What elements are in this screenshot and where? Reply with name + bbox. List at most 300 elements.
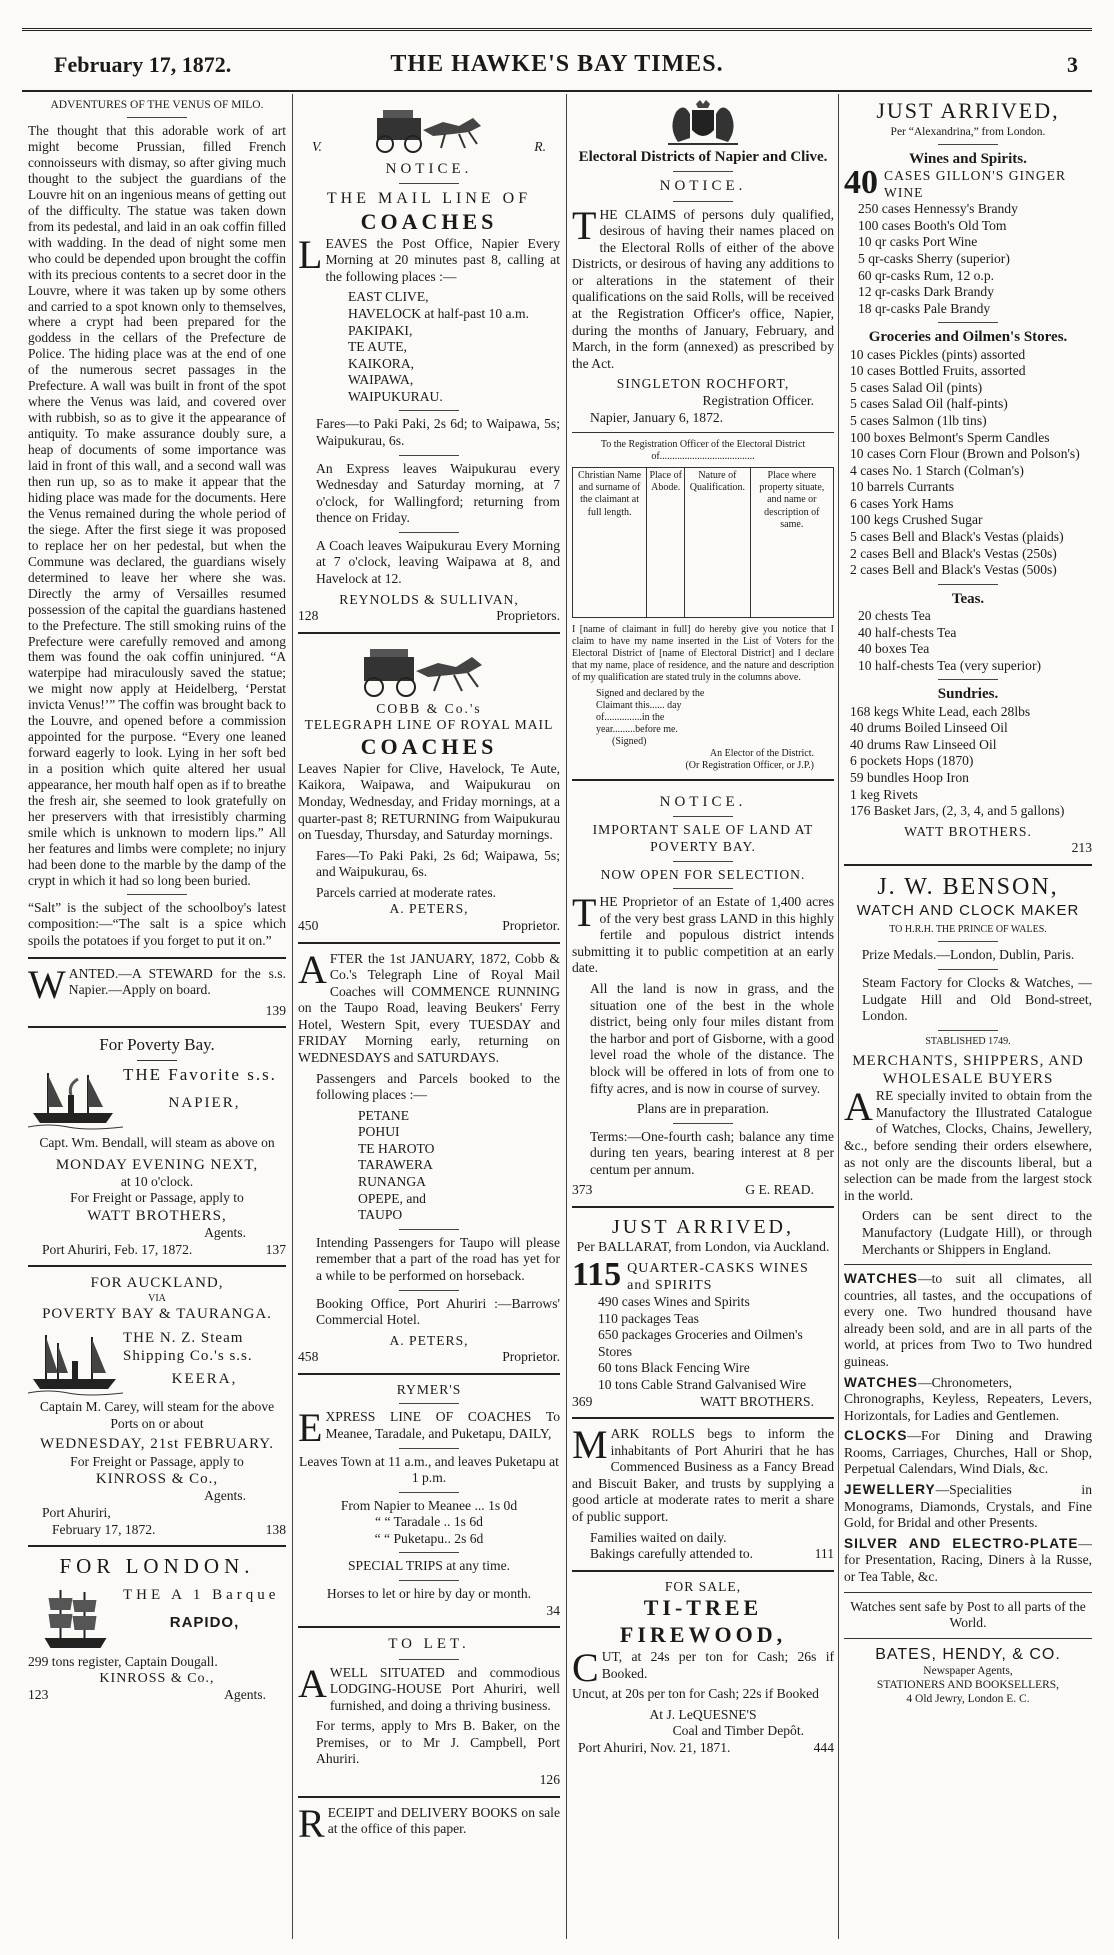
families: Families waited on daily.: [590, 1529, 727, 1545]
uncut-price: Uncut, at 20s per ton for Cash; 22s if Booked: [572, 1686, 819, 1702]
special-trips: SPECIAL TRIPS at any time.: [348, 1558, 510, 1574]
bakings-row: [572, 1546, 834, 1563]
divider: [673, 861, 733, 862]
cobb-fares: Fares—To Paki Paki, 2s 6d; Waipawa, 5s; and Waipukurau, 6s.: [316, 847, 560, 880]
list-item: 4 cases No. 1 Starch (Colman's): [850, 462, 1024, 478]
list-item: 10 tons Cable Strand Galvanised Wire: [598, 1376, 806, 1392]
salt-joke: “Salt” is the subject of the schoolboy's latest composition:—“The salt is a spice which spoils the potatoes if you forget to put it on.”: [28, 899, 286, 948]
page-number: 3: [1067, 52, 1078, 77]
divider: [844, 1592, 1092, 1593]
divider: [399, 1659, 459, 1660]
taupo-place-item: TAUPO: [358, 1207, 403, 1223]
divider: [572, 432, 834, 433]
auckland-route: POVERTY BAY & TAURANGA.: [42, 1305, 272, 1322]
divider: [673, 888, 733, 889]
rapido-intro: THE A 1 Barque: [123, 1586, 280, 1603]
list-item: 5 cases Bell and Black's Vestas (plaids): [850, 529, 1064, 544]
groceries-heading: Groceries and Oilmen's Stores.: [868, 329, 1068, 346]
cobb-title: COBB & Co.'s: [376, 700, 482, 716]
ballarat: Per BALLARAT, from London, via Auckland.: [576, 1239, 830, 1255]
silver-text: —for Presentation, Racing, Diners à la Russe, or Tea Table, &c.: [844, 1535, 1092, 1584]
list-item: 12 qr-casks Dark Brandy: [858, 284, 995, 300]
divider: [844, 864, 1092, 866]
divider: [844, 1264, 1092, 1265]
list-item: 20 chests Tea: [858, 608, 931, 624]
ballarat-footer: [572, 1394, 834, 1411]
london-heading: FOR LONDON.: [59, 1554, 255, 1579]
divider: [28, 1545, 286, 1547]
ad-number: 111: [814, 1546, 834, 1562]
divider: [938, 584, 998, 585]
ad-number: 450: [298, 917, 319, 933]
divider: [399, 1448, 459, 1449]
sundries-heading: Sundries.: [937, 686, 999, 703]
rymer-from: From Napier to Meanee ... 1s 0d: [340, 1497, 518, 1513]
peters-prop: Proprietor.: [502, 917, 560, 933]
cobb-parcels: Parcels carried at moderate rates.: [316, 884, 497, 900]
place-item: WAIPUKURAU.: [348, 388, 443, 404]
ad-number: 444: [813, 1739, 834, 1755]
estate-text2: All the land is now in grass, and the situation one of the best in the whole district, being only four miles distant from the harbor and port of Gisborne, with a good level road the whole of the distance. The block will be offered in lots of from one to fifty acres, and is now in course of survey.: [590, 981, 834, 1096]
form-column: Place of Abode.: [647, 468, 685, 618]
list-item: 5 cases Salad Oil (pints): [850, 379, 983, 395]
steamship-icon: [28, 1329, 123, 1399]
booking: Booking Office, Port Ahuriri :—Barrows' Commercial Hotel.: [316, 1295, 560, 1328]
wines-lead-row: [844, 168, 1092, 201]
list-item: 5 cases Salmon (1lb tins): [850, 412, 987, 428]
wines-heading: Wines and Spirits.: [909, 150, 1027, 167]
list-item: 10 barrels Currants: [850, 479, 955, 495]
issue-date: February 17, 1872.: [54, 52, 232, 77]
divider: [399, 455, 459, 456]
list-item: 2 cases Bell and Black's Vestas (250s): [850, 545, 1057, 561]
divider: [298, 1373, 560, 1375]
peters-footer: [298, 918, 560, 935]
benson-prince: TO H.R.H. THE PRINCE OF WALES.: [889, 924, 1047, 936]
plans: Plans are in preparation.: [636, 1101, 770, 1117]
form-elector: An Elector of the District.: [709, 748, 814, 760]
place-item: WAIPAWA,: [348, 372, 414, 388]
divider: [572, 1206, 834, 1208]
rymer-title: RYMER'S: [396, 1381, 462, 1397]
napier-ad: [28, 1065, 286, 1135]
coaches-heading: COACHES: [360, 208, 498, 234]
vr-left: V.: [312, 139, 322, 155]
divider: [938, 969, 998, 970]
benson-sub: WATCH AND CLOCK MAKER: [856, 902, 1080, 920]
sundries-list: [844, 704, 1092, 820]
registration-form: [572, 467, 834, 618]
list-item: 40 drums Raw Linseed Oil: [850, 736, 997, 752]
rochfort-date: Napier, January 6, 1872.: [590, 409, 724, 425]
divider: [298, 632, 560, 634]
lequesne-date: Port Ahuriri, Nov. 21, 1871.: [578, 1739, 731, 1755]
orders: Orders can be sent direct to the Manufactory (Ludgate Hill), or through Merchants or Shippers in England.: [862, 1208, 1092, 1257]
place-item: HAVELOCK at half-past 10 a.m.: [348, 305, 529, 321]
royal-crest-row: [298, 98, 560, 156]
divider: [938, 679, 998, 680]
reynolds: REYNOLDS & SULLIVAN,: [339, 591, 519, 607]
column-divider: [566, 94, 567, 1939]
list-item: 100 cases Booth's Old Tom: [858, 217, 1007, 233]
teas-heading: Teas.: [951, 590, 985, 607]
taupo-place-item: POHUI: [358, 1124, 400, 1140]
terms: Terms:—One-fourth cash; balance any time during ten years, bearing interest at 8 per centum per annum.: [590, 1128, 834, 1177]
list-item: 10 cases Pickles (pints) assorted: [850, 346, 1026, 362]
divider: [127, 117, 187, 118]
keera-agents: Agents.: [204, 1488, 246, 1504]
list-item: 250 cases Hennessy's Brandy: [858, 201, 1018, 217]
rapido-agents: Agents.: [224, 1687, 266, 1703]
established: STABLISHED 1749.: [925, 1035, 1011, 1047]
list-item: 168 kegs White Lead, each 28lbs: [850, 703, 1031, 719]
wanted-ad: WANTED.—A STEWARD for the s.s. Napier.—Apply on board.: [28, 961, 286, 1007]
napier-day: MONDAY EVENING NEXT,: [55, 1156, 259, 1173]
bates-sub: Newspaper Agents,: [923, 1665, 1013, 1678]
divider: [938, 144, 998, 145]
napier-footer: [28, 1242, 286, 1259]
list-item: 10 qr casks Port Wine: [858, 234, 978, 250]
mail-text: LEAVES the Post Office, Napier Every Morning at 20 minutes past 8, calling at the following places :—: [298, 231, 560, 284]
bakings: Bakings carefully attended to.: [590, 1546, 754, 1562]
form-officer: (Or Registration Officer, or J.P.): [685, 760, 814, 772]
jewellery-label: JEWELLERY: [844, 1482, 936, 1498]
header-rule: [22, 90, 1092, 92]
ad-number: 213: [1071, 840, 1092, 856]
napier-captain: Capt. Wm. Bendall, will steam as above on: [39, 1134, 275, 1150]
benson-name: J. W. BENSON,: [877, 873, 1059, 900]
divider: [673, 201, 733, 202]
list-item: 10 half-chests Tea (very superior): [858, 657, 1041, 673]
venus-title: ADVENTURES OF THE VENUS OF MILO.: [50, 99, 264, 111]
list-item: 100 boxes Belmont's Sperm Candles: [850, 429, 1050, 445]
form-column: Place where property situate, and name or description of same.: [750, 468, 833, 618]
vr-right: R.: [534, 139, 546, 155]
venus-article: The thought that this adorable work of art might become Prussian, filled French connoisseurs with dismay, so after giving much thought to the subject the guardians of the Louvre hit on an ingenious means of getting out of the difficulty. The statue was taken down from its pedestal, and laid in an oak coffin filled with wadding. In the dead of night some men who could be depended upon brought the coffin with its precious contents to a secret door in the Louvre, where it was taken up by some others and carried to a spot known only to themselves, where a crypt had been prepared for the goddess in the cellars of the Prefecture de Police. The hiding place was at the end of one of the numerous secret passages in the Prefecture. A wall was built in front of the spot where the Venus was laid, and covered over with rubbish, so as to give it the appearance of antiquity. To make assurance doubly sure, a heap of documents of some importance was laid in front of this wall, and a second wall was then run up, so as to make it appear that the hiding place was made for the documents. Here the Venus remained during the whole period of the siege. After the first siege it was proposed to replace her on her pedestal, but when the Commune was declared, the guardians wisely determined to leave her where she was. Directly the army of Versailles resumed possession of the capital the guardians hastened to the Prefecture. The still smoking ruins of the Prefecture were carefully removed and among them was found the oak coffin uninjured. “A waterpipe had miraculously saved the statue; we might now apply at Heidelberg, ‘Perstat invicta Venus!’” The coffin was brought back to the Louvre, and opened before a commission appointed for the purpose. “Every one leaned forward eagerly to look. Lying in her soft bed in a position which quite altered her usual appearance, her mouth half open as if to breathe the fresh air, she seemed to look gratefully on her preservers with that irresistibly charming smile which is unknown to modern lips.” All her features and limbs were complete; no injury had been done to the marble by the damp of the crypt in which it had so long been buried.: [28, 123, 286, 888]
form-signed: Signed and declared by the Claimant this...... day of...............in the year.........before me.: [596, 688, 705, 736]
list-item: 60 tons Black Fencing Wire: [598, 1360, 750, 1376]
taupo-places: [298, 1108, 560, 1224]
taupo-place-item: TARAWERA: [358, 1157, 433, 1173]
clocks-para: [844, 1428, 1092, 1478]
divider: [399, 1580, 459, 1581]
for-sale: FOR SALE,: [664, 1578, 742, 1594]
divider: [28, 1265, 286, 1267]
keera-ad: [28, 1329, 286, 1399]
list-item: 10 cases Corn Flour (Brown and Polson's): [850, 446, 1080, 462]
ad-number: 369: [572, 1393, 593, 1409]
column-1: [28, 98, 286, 1938]
watches1-text: —to suit all climates, all countries, all tastes, and the occupations of every one. Two hundred thousand have already been sold, and are in all parts of the world, at prices from Two to Two hundred guineas.: [844, 1271, 1092, 1369]
ad-number: 126: [539, 1771, 560, 1787]
auckland-via: VIA: [148, 1292, 166, 1304]
mail-coach-icon: [363, 100, 493, 156]
now-open: NOW OPEN FOR SELECTION.: [600, 866, 806, 882]
rapido-ad: [28, 1586, 286, 1654]
wines-list: [844, 201, 1092, 317]
ad-number: 34: [546, 1602, 560, 1618]
divider: [673, 816, 733, 817]
divider: [938, 1030, 998, 1031]
form-signed2: (Signed): [612, 736, 647, 748]
list-item: 6 pockets Hops (1870): [850, 753, 974, 769]
divider: [127, 894, 187, 895]
steam-factory: Steam Factory for Clocks & Watches, —Ludgate Hill and Old Bond-street, London.: [862, 974, 1092, 1024]
rymer-puketapu: “ “ Puketapu.. 2s 6d: [374, 1530, 484, 1546]
divider: [399, 183, 459, 184]
read-footer: [572, 1182, 834, 1199]
divider: [673, 1123, 733, 1124]
keera-footer: [28, 1522, 286, 1539]
ad-number: 458: [298, 1349, 319, 1365]
watches1-label: WATCHES: [844, 1271, 918, 1287]
list-item: 59 bundles Hoop Iron: [850, 769, 969, 785]
reynolds-footer: [298, 608, 560, 625]
divider: [399, 410, 459, 411]
divider: [298, 1796, 560, 1798]
list-item: 40 drums Boiled Linseed Oil: [850, 720, 1008, 736]
claims-text: THE CLAIMS of persons duly qualified, desirous of having their names placed on the Electoral Rolls of either of the above Districts, or desirous of having any additions to or alterations in the statement of their qualifications on the said Rolls, will be received at the Registration Officer's office, Napier, during the months of January, February, and March, in the form (annexed) as prescribed by the Act.: [572, 202, 834, 371]
list-item: 650 packages Groceries and Oilmen's Stores: [598, 1327, 803, 1359]
taupo-place-item: PETANE: [358, 1107, 410, 1123]
jewellery-para: [844, 1482, 1092, 1532]
rymer-text: EXPRESS LINE OF COACHES To Meanee, Taradale, and Puketapu, DAILY,: [298, 1405, 560, 1451]
to-let-heading: TO LET.: [388, 1636, 470, 1653]
ad-number: 128: [298, 608, 319, 624]
masthead: [22, 44, 1092, 84]
peters2: A. PETERS,: [389, 1332, 469, 1348]
coal-depot: Coal and Timber Depôt.: [672, 1723, 804, 1739]
rolls-text: MARK ROLLS begs to inform the inhabitants of Port Ahuriri that he has Commenced Business as a Fancy Bread and Biscuit Baker, and trusts by supplying a good article at moderate rates to merit a share of public support.: [572, 1422, 834, 1525]
receipt-books: RECEIPT and DELIVERY BOOKS on sale at the office of this paper.: [298, 1800, 560, 1846]
newspaper-page: [22, 28, 1092, 1943]
napier-freight: For Freight or Passage, apply to: [70, 1190, 244, 1206]
jewellery-text: —Specialities in Monograms, Diamonds, Crystals, and Fine Gold, for Bridal and other Presents.: [844, 1482, 1092, 1531]
places-list: [298, 289, 560, 405]
column-4: [844, 98, 1092, 1938]
telegraph: TELEGRAPH LINE OF ROYAL MAIL: [304, 717, 554, 733]
rapido-footer: [28, 1687, 286, 1704]
divider: [137, 1060, 177, 1061]
napier-time: at 10 o'clock.: [120, 1173, 194, 1189]
watches1-para: [844, 1271, 1092, 1370]
ballarat-num: 115: [572, 1259, 622, 1293]
reynolds-prop: Proprietors.: [496, 608, 560, 624]
list-item: 176 Basket Jars, (2, 3, 4, and 5 gallons): [850, 803, 1065, 819]
peters: A. PETERS,: [389, 901, 469, 917]
form-column: Nature of Qualification.: [685, 468, 750, 618]
horses: Horses to let or hire by day or month.: [326, 1586, 532, 1602]
coach-leaves: A Coach leaves Waipukurau Every Morning at 7 o'clock, leaving Waipawa at 8, and Havelock at 12.: [316, 537, 560, 587]
form-declaration: I [name of claimant in full] do hereby give you notice that I claim to have my name inserted in the List of Voters for the Electoral District of [name of Electoral District] and I declare that my name, place of residence, and the nature and description of my qualification are stated truly in the columns above.: [572, 624, 834, 684]
electoral-heading: Electoral Districts of Napier and Clive.: [578, 149, 828, 165]
ad-number: 137: [265, 1241, 286, 1257]
place-item: PAKIPAKI,: [348, 322, 413, 338]
keera-freight: For Freight or Passage, apply to: [70, 1453, 244, 1469]
list-item: 60 qr-casks Rum, 12 o.p.: [858, 267, 995, 283]
passengers: Passengers and Parcels booked to the following places :—: [316, 1070, 560, 1103]
ballarat-lead-row: [572, 1260, 834, 1294]
ballarat-lead: QUARTER-CASKS WINES and SPIRITS: [627, 1260, 809, 1294]
taupo-place-item: TE HAROTO: [358, 1140, 435, 1156]
keera-agent: KINROSS & Co.,: [95, 1471, 219, 1488]
clocks-label: CLOCKS: [844, 1428, 908, 1444]
list-item: 110 packages Teas: [598, 1310, 699, 1326]
royal-arms-icon: [648, 98, 758, 148]
rochfort: SINGLETON ROCHFORT,: [616, 376, 790, 392]
divider: [399, 532, 459, 533]
list-item: 5 cases Salad Oil (half-pints): [850, 396, 1008, 412]
divider: [399, 1290, 459, 1291]
divider: [673, 171, 733, 172]
peters2-footer: [298, 1349, 560, 1366]
wines-num: 40: [844, 168, 878, 202]
clocks-text: —For Dining and Drawing Rooms, Carriages, Churches, Hall or Shop, Perpetual Calendars, Wind Dials, &c.: [844, 1428, 1092, 1477]
bates-hendy: BATES, HENDY, & CO.: [875, 1645, 1061, 1663]
place-item: KAIKORA,: [348, 355, 415, 371]
barque-icon: [28, 1586, 123, 1654]
estate-text: THE Proprietor of an Estate of 1,400 acres of the very best grass LAND in this highly fertile and populous district intends submitting it to public competition at an early date.: [572, 890, 834, 976]
rapido-tons: 299 tons register, Captain Dougall.: [28, 1653, 218, 1669]
titree-heading: TI-TREE FIREWOOD,: [619, 1595, 787, 1648]
place-item: EAST CLIVE,: [348, 289, 429, 305]
list-item: 2 cases Bell and Black's Vestas (500s): [850, 562, 1057, 578]
cut-price: CUT, at 24s per ton for Cash; 26s if Booked.: [572, 1645, 834, 1690]
lodging-terms: For terms, apply to Mrs B. Baker, on the Premises, or to Mr J. Campbell, Port Ahuriri.: [316, 1718, 560, 1767]
notice-heading: NOTICE.: [659, 178, 747, 195]
taupo-place-item: OPEPE, and: [358, 1190, 426, 1206]
watches2-text: —Chronometers, Chronographs, Keyless, Repeaters, Levers, Horizontals, for Ladies and Gentlemen.: [844, 1374, 1092, 1423]
just-arrived: JUST ARRIVED,: [612, 1215, 794, 1238]
napier-agent: WATT BROTHERS,: [87, 1208, 227, 1224]
keera-date: February 17, 1872.: [52, 1521, 156, 1537]
divider: [572, 1417, 834, 1419]
rymer-taradale: “ “ Taradale .. 1s 6d: [375, 1514, 483, 1530]
just-arrived: JUST ARRIVED,: [876, 98, 1060, 123]
list-item: 490 cases Wines and Spirits: [598, 1294, 750, 1310]
groceries-list: [844, 347, 1092, 579]
column-divider: [292, 94, 293, 1939]
cobb-coach-icon: [354, 641, 504, 701]
rymer-leaves: Leaves Town at 11 a.m., and leaves Puketapu at 1 p.m.: [299, 1453, 559, 1486]
ad-number: 138: [265, 1521, 286, 1537]
rochfort-title: Registration Officer.: [702, 392, 814, 408]
lodging: AWELL SITUATED and commodious LODGING-HOUSE Port Ahuriri, well furnished, and doing a thriving business.: [298, 1660, 560, 1713]
wines-lead: CASES GILLON'S GINGER WINE: [884, 168, 1067, 200]
napier-ship: NAPIER,: [168, 1094, 241, 1111]
cobb-text: Leaves Napier for Clive, Havelock, Te Aute, Kaikora, Waipawa, and Waipukurau on Monday, Wednesday, and Friday mornings, at a quarter-past 8; RETURNING from Waipukurau on Tuesday, Thursday, and Saturday mornings.: [298, 760, 560, 843]
divider: [938, 941, 998, 942]
rapido-ship: RAPIDO,: [169, 1614, 240, 1632]
fares: Fares—to Paki Paki, 2s 6d; to Waipawa, 5s; Waipukurau, 6s.: [316, 416, 560, 448]
read-name: G E. READ.: [745, 1182, 814, 1198]
watches2-label: WATCHES: [844, 1374, 918, 1390]
ad-number: 123: [28, 1687, 49, 1703]
form-to: To the Registration Officer of the Electoral District of......................................: [600, 439, 806, 463]
list-item: 40 boxes Tea: [858, 641, 930, 657]
column-3: [572, 98, 834, 1938]
column-2: [298, 98, 560, 1938]
ballarat-firm: WATT BROTHERS.: [700, 1393, 814, 1409]
form-column: Christian Name and surname of the claimant at full length.: [573, 468, 647, 618]
peters2-prop: Proprietor.: [502, 1349, 560, 1365]
keera-place: Port Ahuriri,: [42, 1504, 111, 1520]
notice-heading: NOTICE.: [385, 161, 473, 177]
alexandrina: Per “Alexandrina,” from London.: [890, 125, 1046, 138]
column-divider: [838, 94, 839, 1939]
divider: [399, 1403, 459, 1404]
napier-place: Port Ahuriri, Feb. 17, 1872.: [42, 1241, 193, 1257]
notice2-heading: NOTICE.: [659, 794, 747, 811]
intending: Intending Passengers for Taupo will please remember that a part of the road has yet for a while to be performed on horseback.: [316, 1234, 560, 1283]
top-rule: [22, 28, 1092, 32]
divider: [572, 1570, 834, 1572]
keera-ship: KEERA,: [171, 1370, 238, 1387]
cobb-coaches: COACHES: [360, 733, 498, 759]
divider: [28, 1026, 286, 1028]
bates-address: 4 Old Jewry, London E. C.: [906, 1693, 1030, 1706]
divider: [938, 322, 998, 323]
poverty-heading: For Poverty Bay.: [99, 1035, 215, 1055]
ballarat-items: [572, 1294, 834, 1393]
divider: [28, 957, 286, 959]
important-sale: IMPORTANT SALE OF LAND AT POVERTY BAY.: [592, 822, 814, 854]
list-item: 10 cases Bottled Fruits, assorted: [850, 363, 1026, 379]
taupo-place-item: RUNANGA: [358, 1174, 426, 1190]
watt-brothers: WATT BROTHERS.: [904, 823, 1032, 839]
newspaper-title: THE HAWKE'S BAY TIMES.: [390, 51, 724, 77]
watches2-para: [844, 1375, 1092, 1425]
divider: [298, 1626, 560, 1628]
lequesne-footer: [572, 1740, 834, 1757]
steamship-icon: [28, 1065, 123, 1135]
ad-number: 373: [572, 1182, 593, 1198]
list-item: 1 keg Rivets: [850, 786, 918, 802]
express: An Express leaves Waipukurau every Wednesday and Saturday morning, at 7 o'clock, for Wallingford; returning from thence on Friday.: [316, 460, 560, 526]
place-item: TE AUTE,: [348, 339, 407, 355]
list-item: 6 cases York Hams: [850, 495, 954, 511]
divider: [399, 1552, 459, 1553]
napier-intro: THE Favorite s.s.: [123, 1064, 277, 1084]
keera-day: WEDNESDAY, 21st FEBRUARY.: [40, 1436, 274, 1453]
list-item: 5 qr-casks Sherry (superior): [858, 251, 1010, 267]
divider: [844, 1638, 1092, 1639]
rapido-agent: KINROSS & Co.,: [99, 1671, 215, 1687]
are-text: ARE specially invited to obtain from the Manufactory the Illustrated Catalogue of Watches, Clocks, Chains, Jewellery, &c., before sending their orders elsewhere, as not only are the discounts liberal, but a selection can be made from the largest stock in the world.: [844, 1084, 1092, 1203]
divider: [399, 1492, 459, 1493]
list-item: 18 qr-casks Pale Brandy: [858, 300, 991, 316]
after-text: AFTER the 1st JANUARY, 1872, Cobb & Co.'s Telegraph Line of Royal Mail Coaches will COMMENCE RUNNING on the Taupo Road, leaving Beukers' Ferry Hotel, Western Spit, every TUESDAY and FRIDAY Morning early, returning on WEDNESDAYS and SATURDAYS.: [298, 946, 560, 1066]
silver-label: SILVER AND ELECTRO-PLATE: [844, 1535, 1079, 1551]
watches-post: Watches sent safe by Post to all parts of the World.: [850, 1598, 1086, 1631]
divider: [298, 942, 560, 944]
keera-intro: THE N. Z. Steam Shipping Co.'s s.s.: [123, 1330, 253, 1365]
ad-number: 139: [265, 1002, 286, 1018]
bates-sub2: STATIONERS AND BOOKSELLERS,: [876, 1679, 1060, 1692]
merchants: MERCHANTS, SHIPPERS, AND WHOLESALE BUYERS: [852, 1052, 1084, 1088]
list-item: 100 kegs Crushed Sugar: [850, 512, 983, 528]
lequesne: At J. LeQUESNE'S: [649, 1706, 757, 1722]
silver-para: [844, 1536, 1092, 1586]
prize-medals: Prize Medals.—London, Dublin, Paris.: [861, 947, 1075, 963]
mail-line: THE MAIL LINE OF: [326, 190, 532, 208]
teas-list: [844, 608, 1092, 674]
keera-captain: Captain M. Carey, will steam for the above Ports on or about: [39, 1399, 275, 1431]
auckland-heading: FOR AUCKLAND,: [90, 1275, 224, 1292]
divider: [572, 779, 834, 781]
divider: [399, 1229, 459, 1230]
list-item: 40 half-chests Tea: [858, 624, 957, 640]
